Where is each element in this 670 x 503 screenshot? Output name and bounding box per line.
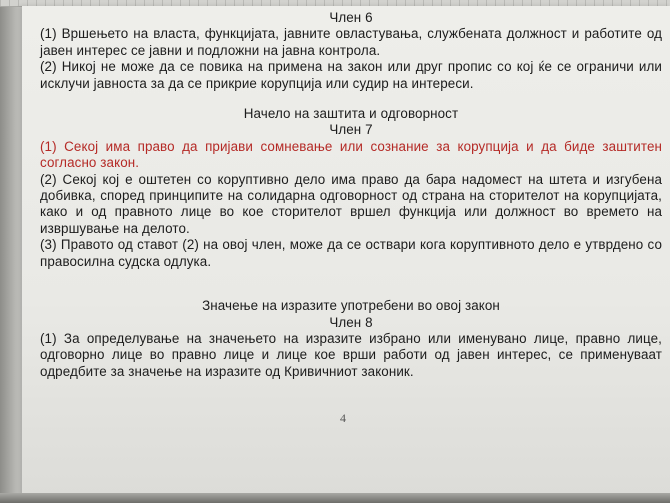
article-6-title: Член 6	[329, 10, 373, 25]
article-8-title: Член 8	[329, 314, 373, 330]
bottom-edge	[0, 493, 670, 503]
article-7-title: Член 7	[329, 122, 373, 138]
page-content	[40, 10, 662, 380]
article-8-paragraph-1: (1) За определување на значењето на изразите избрано или именувано лице, правно лице, одговорно лице во правно лице и лице кое врши работи од јавен интерес, се применуваат одредбите за значење на изразите од Кривичниот законик.	[40, 330, 662, 379]
document-page[interactable]	[22, 6, 670, 498]
article-7-paragraph-1: (1) Секој има право да пријави сомневање или сознание за корупција и да биде заштитен согласно закон.	[40, 138, 662, 171]
article-6-paragraph-1: (1) Вршењето на власта, функцијата, јавните овластувања, службената должност и работите од јавен интерес се јавни и подложни на јавна контрола.	[40, 26, 662, 58]
article-7-paragraph-3: (3) Правото од ставот (2) на овој член, може да се оствари кога коруптивното дело е утврдено со правосилна судска одлука.	[40, 237, 662, 269]
article-6-paragraph-2: (2) Никој не може да се повика на примена на закон или друг пропис со кој ќе се ограничи или исклучи јавноста за да се прикрие корупција или судир на интереси.	[40, 59, 662, 91]
section-heading-protection: Начело на заштита и одговорност	[243, 106, 459, 122]
article-7-paragraph-2: (2) Секој кој е оштетен со коруптивно дело има право да бара надомест на штета и изгубена добивка, според принципите на солидарна одговорност од страна на сторителот на корупцијата, како и од правното лице во кое сторителот вршел функција или должност во времето на извршување на делото.	[40, 171, 662, 236]
page-number: 4	[340, 411, 346, 425]
window-edge	[0, 0, 22, 503]
section-heading-terms: Значење на изразите употребени во овој закон	[202, 298, 500, 314]
